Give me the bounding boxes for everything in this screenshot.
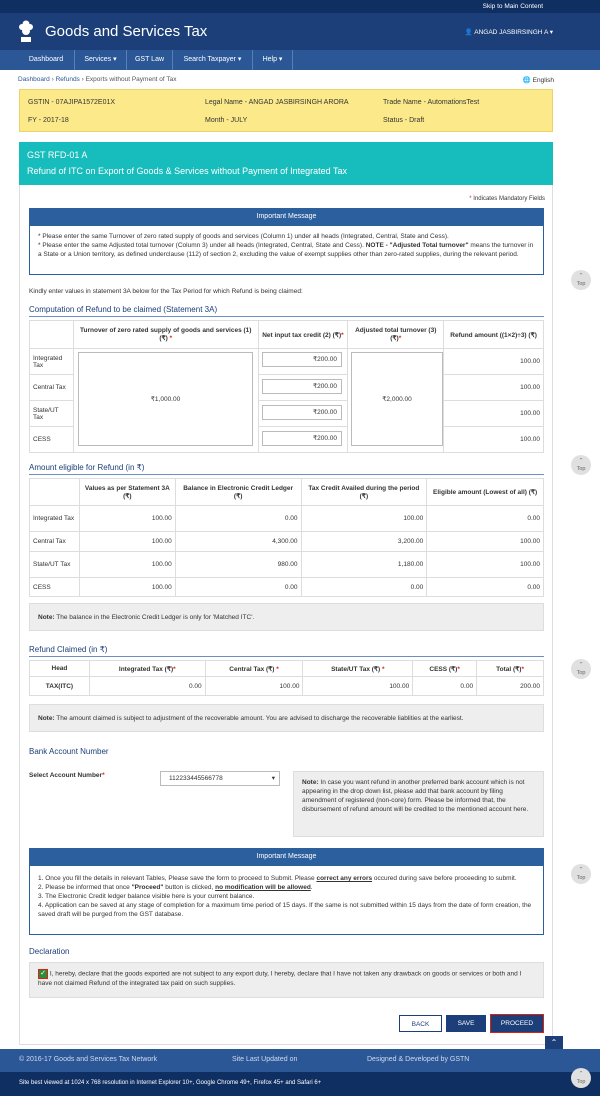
table-row: Central Tax 100.00 4,300.00 3,200.00 100.00 [30,532,544,552]
top-button[interactable]: ⌃ Top [571,455,591,475]
chevron-up-icon: ⌃ [578,662,584,668]
nav-gst-law[interactable] [127,50,173,70]
table-header: Eligible amount (Lowest of all) (₹) [427,479,544,506]
important-message-2: 1. Once you fill the details in relevant Tables, Please save the form to proceed to Submit. Please correct any errors occured during save before proceeding to submit. 2. Please be informed that once "Proceed" button is clicked, no modification will be allowed. 3. The Electronic Credit ledger balance visible here is your current balance. 4. Application can be saved at any stage of completion for a maximum time period of 15 days. If the same is not submitted within 15 days from the date of form creation, the saved draft will be purged from the GST database. [29,865,544,935]
chevron-up-icon: ⌃ [578,273,584,279]
message-line: * Please enter the same Adjusted total turnover (Column 3) under all heads (Integrated, Central, State and Cess). NOTE - "Adjusted Total turnover" means the turnover in a State or a Union territory, as defined underclause (112) of section 2, excluding the value of exempt supplies other than zero-rated supplies, during the relevant period. [38,242,534,258]
table-header: Refund amount ((1×2)÷3) (₹) [444,321,544,349]
table-header: Head [30,661,90,677]
chevron-up-icon: ⌃ [550,1038,558,1047]
legal-name: Legal Name - ANGAD JASBIRSINGH ARORA [205,99,349,106]
scroll-up-button[interactable] [545,1036,563,1049]
table-header: CESS (₹)* [413,661,477,677]
refund-amount: 100.00 [444,427,544,453]
net-itc-state-input[interactable]: ₹200.00 [262,405,342,420]
user-icon: 👤 [464,29,473,36]
nav-label: Help [262,56,277,63]
copyright: © 2016-17 Goods and Services Tax Network [19,1056,158,1063]
mandatory-note: * Indicates Mandatory Fields [469,196,545,202]
language-label: English [532,77,554,84]
eligible-title: Amount eligible for Refund (in ₹) [29,463,145,472]
nav-label: GST Law [134,56,165,63]
back-button[interactable]: BACK [399,1015,442,1032]
refund-claimed-title: Refund Claimed (in ₹) [29,645,108,654]
declaration-box [29,962,544,998]
chevron-up-icon: ⌃ [578,867,584,873]
message-line: * Please enter the same Turnover of zero rated supply of goods and services (Column 1) under all heads (Integrated, Central, State and Cess). [38,233,449,240]
table-header: Net input tax credit (2) (₹)* [258,321,348,349]
eligible-table [29,478,544,597]
table-header: State/UT Tax (₹) * [303,661,413,677]
declaration-title: Declaration [29,947,70,956]
divider [29,316,544,317]
refund-amount: 100.00 [444,349,544,375]
refund-amount: 100.00 [444,375,544,401]
chevron-up-icon: ⌃ [578,458,584,464]
designed-by: Designed & Developed by GSTN [367,1056,470,1063]
table-header [30,321,74,349]
chevron-down-icon: ▾ [278,56,283,63]
table-header: Central Tax (₹) * [205,661,303,677]
language-selector[interactable] [523,76,554,84]
row-head: State/UT Tax [30,401,74,427]
taxpayer-info [19,89,553,132]
table-header: Tax Credit Availed during the period (₹) [301,479,427,506]
turnover-input[interactable]: ₹1,000.00 [78,352,253,446]
important-message-heading: Important Message [29,848,544,865]
divider [29,656,544,657]
chevron-down-icon: ▾ [113,56,117,63]
main-nav [0,50,600,70]
account-label: Select Account Number* [29,772,105,779]
bank-note: Note: In case you want refund in another preferred bank account which is not appearing in the drop down list, please add that bank account by filing amendment of registered (non-core) form. Please be informed that, the disbursement of refund amount will be credited to the mentioned account here. [293,771,544,837]
declaration-text: I, hereby, declare that the goods exported are not subject to any export duty, I hereby, declare that I have not taken any drawback on goods or services or both and I have not claimed Refund of the integrated tax paid on such supplies. [38,970,522,987]
chevron-down-icon: ▾ [549,29,553,36]
nav-help[interactable] [253,50,293,70]
nav-dashboard[interactable] [18,50,75,70]
site-header [0,13,600,50]
net-itc-cess-input[interactable]: ₹200.00 [262,431,342,446]
site-title: Goods and Services Tax [45,23,208,40]
table-row: TAX(ITC) 0.00 100.00 100.00 0.00 200.00 [30,677,544,696]
nav-label: Dashboard [28,56,64,63]
breadcrumb-refunds[interactable]: Refunds [55,76,80,83]
table-header: Turnover of zero rated supply of goods and services (1) (₹) * [73,321,258,349]
trade-name: Trade Name - AutomationsTest [383,99,480,106]
financial-year: FY - 2017-18 [28,117,69,124]
table-header: Balance in Electronic Credit Ledger (₹) [175,479,301,506]
user-menu[interactable] [465,28,553,36]
important-message-1 [29,225,544,275]
form-code: GST RFD-01 A [27,150,88,160]
net-itc-central-input[interactable]: ₹200.00 [262,379,342,394]
form-header [19,142,553,185]
gstin: GSTIN - 07AJIPA1572E01X [28,99,116,106]
nav-search-taxpayer[interactable] [173,50,253,70]
row-head: Central Tax [30,375,74,401]
footer-bottom [0,1072,600,1096]
top-button[interactable]: ⌃ Top [571,864,591,884]
row-head: Integrated Tax [30,349,74,375]
chevron-up-icon: ⌃ [578,1071,584,1077]
nav-services[interactable] [75,50,127,70]
instruction-text: Kindly enter values in statement 3A below for the Tax Period for which Refund is being claimed: [29,288,303,295]
form-title: Refund of ITC on Export of Goods & Services without Payment of Integrated Tax [27,166,348,176]
breadcrumb-current: Exports without Payment of Tax [85,76,177,83]
last-updated: Site Last Updated on [232,1056,298,1063]
save-button[interactable]: SAVE [446,1015,486,1032]
footer [0,1049,600,1072]
net-itc-integrated-input[interactable]: ₹200.00 [262,352,342,367]
emblem-icon [18,19,34,43]
bank-title: Bank Account Number [29,747,109,756]
statement-3a-title: Computation of Refund to be claimed (Statement 3A) [29,305,218,314]
refund-amount: 100.00 [444,401,544,427]
row-head: CESS [30,427,74,453]
table-header: Total (₹)* [477,661,544,677]
nav-label: Services [84,56,112,63]
nav-label: Search Taxpayer [183,56,236,63]
top-button[interactable]: ⌃ Top [571,659,591,679]
recoverable-note: Note: The amount claimed is subject to adjustment of the recoverable amount. You are advised to discharge the recoverable liablities at the earliest. [29,704,544,732]
browser-note: Site best viewed at 1024 x 768 resolution in Internet Explorer 10+, Google Chrome 49+, Firefox 45+ and Safari 6+ [19,1080,322,1086]
top-button[interactable]: ⌃ Top [571,270,591,290]
breadcrumb-dashboard[interactable]: Dashboard [18,76,50,83]
chevron-down-icon: ▾ [271,775,275,782]
declaration-checkbox[interactable]: ✓ [38,969,48,979]
divider [29,474,544,475]
user-name: ANGAD JASBIRSINGH A [474,29,548,36]
table-row: Integrated Tax 100.00 0.00 100.00 0.00 [30,506,544,532]
top-bar [0,0,600,13]
breadcrumb: Dashboard › Refunds › Exports without Payment of Tax [18,76,177,83]
table-header: Integrated Tax (₹)* [89,661,205,677]
ledger-note: Note: The balance in the Electronic Credit Ledger is only for 'Matched ITC'. [29,603,544,631]
important-message-heading: Important Message [29,208,544,225]
adjusted-turnover-input[interactable]: ₹2,000.00 [351,352,443,446]
table-row: State/UT Tax 100.00 980.00 1,180.00 100.00 [30,552,544,578]
chevron-down-icon: ▾ [237,56,242,63]
globe-icon: 🌐 [522,77,531,84]
table-header: Values as per Statement 3A (₹) [79,479,175,506]
account-select[interactable]: 112233445566778 ▾ [160,771,280,786]
month: Month - JULY [205,117,248,124]
status: Status - Draft [383,117,425,124]
table-header: Adjusted total turnover (3) (₹)* [348,321,444,349]
table-row: CESS 100.00 0.00 0.00 0.00 [30,578,544,597]
skip-link[interactable]: Skip to Main Content [482,3,543,10]
top-button[interactable]: ⌃ Top [571,1068,591,1088]
refund-claimed-table [29,660,544,696]
proceed-button[interactable]: PROCEED [490,1014,544,1033]
